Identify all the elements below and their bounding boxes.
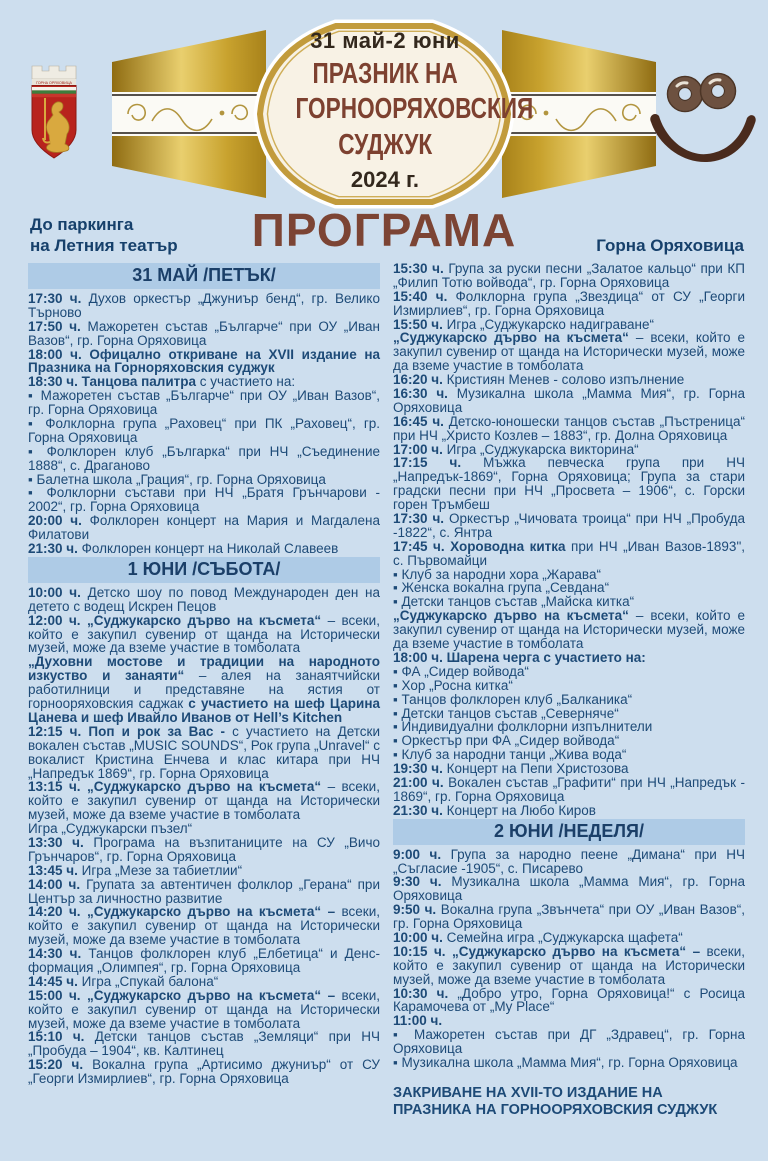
entry-text: – всеки, който е закупил сувенир от щанда на Исторически музей, може да вземе участие в томболата xyxy=(393,330,745,374)
program-entry xyxy=(393,581,745,595)
entry-text: Детски танцов състав „Земляци“ при НЧ „Пробуда – 1904“, кв. Калтинец xyxy=(28,1029,380,1059)
program-entry xyxy=(393,290,745,318)
program-entry xyxy=(393,331,745,373)
program-entry xyxy=(28,947,380,975)
entry-emphasis: с участието на шеф Царина Цанева и шеф Ивайло Иванов от Hell’s Kitchen xyxy=(28,696,380,725)
program-entry xyxy=(393,945,745,987)
program-entry xyxy=(28,614,380,656)
entry-emphasis: 16:20 ч. xyxy=(393,372,447,388)
entry-emphasis: 12:15 ч. Поп и рок за Вас - xyxy=(28,723,233,739)
entry-emphasis: 17:45 ч. Хороводна китка xyxy=(393,538,572,554)
entry-text: ▪ Фолклорен клуб „Българка“ при НЧ „Съединение 1888“, с. Драганово xyxy=(28,443,380,473)
right-column xyxy=(393,262,745,1118)
badge-text xyxy=(262,28,534,193)
program-entry xyxy=(393,762,745,776)
entry-emphasis: 9:00 ч. xyxy=(393,846,451,862)
entry-emphasis: 10:30 ч. xyxy=(393,985,458,1001)
sudzhuk-smiley-icon xyxy=(645,66,760,198)
program-entry xyxy=(393,318,745,332)
program-entry xyxy=(28,348,380,376)
entry-text: Вокална група „Артисимо джуниър“ от СУ „Георги Измирлиев“, гр. Горна Оряховица xyxy=(28,1057,381,1087)
venue-note-line2: на Летния театър xyxy=(30,236,178,256)
festival-year: 2024 г. xyxy=(350,167,420,193)
program-entry xyxy=(393,720,745,734)
entry-emphasis: 21:00 ч. xyxy=(393,774,449,790)
program-entry xyxy=(393,679,745,693)
entry-text: Детско шоу по повод Международен ден на детето с водещ Искрен Пецов xyxy=(28,584,380,614)
program-entry xyxy=(28,542,380,556)
program-entry xyxy=(28,486,380,514)
entry-emphasis: 21:30 ч. xyxy=(28,541,82,557)
program-title: ПРОГРАМА xyxy=(251,204,517,256)
entry-emphasis: 17:00 ч. xyxy=(393,441,447,457)
program-entry xyxy=(28,822,380,836)
program-columns xyxy=(28,262,745,1118)
entry-emphasis: 10:15 ч. „Суджукарско дърво на късмета“ – xyxy=(393,943,707,959)
program-entry xyxy=(393,387,745,415)
entry-text: Игра „Спукай балона“ xyxy=(81,973,219,989)
program-entry xyxy=(393,540,745,568)
program-entry xyxy=(28,655,380,724)
entry-emphasis: 10:00 ч. xyxy=(28,584,88,600)
entry-emphasis: 16:45 ч. xyxy=(393,413,449,429)
program-entry xyxy=(393,875,745,903)
entry-text: всеки, който е закупил сувенир от щанда на Исторически музей, може да вземе участие в томболата xyxy=(393,943,745,987)
entry-text: ▪ Детски танцов състав „Майска китка“ xyxy=(393,594,635,610)
program-entry xyxy=(393,748,745,762)
entry-emphasis: 13:15 ч. „Суджукарско дърво на късмета“ xyxy=(28,779,328,795)
entry-emphasis: ЗАКРИВАНЕ НА XVII-ТО ИЗДАНИЕ НА ПРАЗНИКА НА ГОРНООРЯХОВСКИЯ СУДЖУК xyxy=(393,1084,718,1118)
entry-text: Групата за автентичен фолклор „Герана“ при Център за личностно развитие xyxy=(28,876,380,906)
entry-emphasis: 18:00 ч. Шарена черга с участието на: xyxy=(393,649,646,665)
entry-text: ▪ ФА „Сидер войвода“ xyxy=(393,663,529,679)
program-entry xyxy=(393,262,745,290)
program-entry xyxy=(28,975,380,989)
entry-text: Игра „Суджукарски пъзел“ xyxy=(28,821,193,837)
entry-emphasis: „Духовни мостове и традиции на народното изкуство и занаяти“ xyxy=(28,654,380,684)
gorna-oryahovitsa-coat-of-arms-icon xyxy=(28,60,80,162)
program-entry xyxy=(393,443,745,457)
program-entry xyxy=(393,651,745,665)
entry-emphasis: 19:30 ч. xyxy=(393,761,447,777)
entry-text: – всеки, който е закупил сувенир от щанда на Исторически музей, може да вземе участие в томболата xyxy=(393,608,745,652)
entry-emphasis: 10:00 ч. xyxy=(393,929,447,945)
festival-title-line3: СУДЖУК xyxy=(338,128,432,161)
entry-text: ▪ Индивидуални фолклорни изпълнители xyxy=(393,719,653,735)
program-entry xyxy=(393,1028,745,1056)
entry-text: Духов оркестър „Джуниър бенд“, гр. Велико Търново xyxy=(28,291,380,320)
entry-emphasis: 21:30 ч. xyxy=(393,802,447,818)
program-entry xyxy=(28,375,380,389)
entry-emphasis: 14:45 ч. xyxy=(28,973,82,989)
entry-emphasis: 14:20 ч. „Суджукарско дърво на късмета“ – xyxy=(28,904,342,920)
program-entry xyxy=(393,512,745,540)
entry-text: Вокална група „Звънчета“ при ОУ „Иван Вазов“, гр. Горна Оряховица xyxy=(393,902,745,932)
program-entry xyxy=(393,707,745,721)
entry-text: Оркестър „Чичовата троица“ при НЧ „Пробуда -1822“, с. Янтра xyxy=(393,511,746,540)
program-entry xyxy=(393,609,745,651)
festival-title-line2: ГОРНООРЯХОВСКИЯ xyxy=(295,93,534,126)
entry-emphasis: 9:30 ч. xyxy=(393,874,452,890)
program-entry xyxy=(28,725,380,781)
entry-text: Игра „Суджукарско надиграване“ xyxy=(446,316,654,332)
entry-text: „Добро утро, Горна Оряховица!“ с Росица Карамочева от „My Place“ xyxy=(393,985,745,1015)
entry-text: Музикална школа „Мамма Мия“, гр. Горна Оряховица xyxy=(393,874,745,904)
program-entry xyxy=(28,320,380,348)
entry-text: ▪ Танцов фолклорен клуб „Балканика“ xyxy=(393,691,633,707)
entry-emphasis: 15:40 ч. xyxy=(393,288,456,304)
festival-title xyxy=(262,57,534,163)
program-entry xyxy=(393,456,745,512)
entry-text: Вокален състав „Графити“ при НЧ „Напредък - 1869“, гр. Горна Оряховица xyxy=(393,774,745,804)
program-entry xyxy=(393,1056,745,1070)
entry-text: Фолклорен концерт на Мария и Магдалена Филатови xyxy=(28,513,380,543)
entry-emphasis: 13:30 ч. xyxy=(28,834,94,850)
entry-emphasis: 12:00 ч. „Суджукарско дърво на късмета“ xyxy=(28,612,328,628)
section-header: 31 МАЙ /ПЕТЪК/ xyxy=(28,263,380,289)
program-entry xyxy=(393,595,745,609)
entry-text: ▪ Клуб за народни хора „Жарава“ xyxy=(393,566,601,582)
smiley-eye-right xyxy=(701,74,736,109)
program-entry xyxy=(28,389,380,417)
program-entry xyxy=(393,373,745,387)
smiley-mouth xyxy=(650,114,755,162)
entry-text: Игра „Мезе за табиетлии“ xyxy=(81,862,243,878)
entry-text: Мъжка певческа група при НЧ „Напредък-1869“, Горна Оряховица; Група за стари градски песни при НЧ „Просвета – 1906“, с. Горски горен Тръмбеш xyxy=(393,455,745,513)
entry-text: всеки, който е закупил сувенир от щанда на Исторически музей, може да вземе участие в томболата xyxy=(28,987,380,1031)
entry-emphasis: 14:00 ч. xyxy=(28,876,87,892)
program-entry xyxy=(393,931,745,945)
entry-emphasis: 14:30 ч. xyxy=(28,946,89,962)
program-entry xyxy=(28,989,380,1031)
entry-text: Фолклорна група „Звездица“ от СУ „Георги Измирлиев“, гр. Горна Оряховица xyxy=(393,288,745,318)
entry-text: Фолклорен концерт на Николай Славеев xyxy=(81,541,339,557)
closing-statement xyxy=(393,1085,745,1118)
program-entry xyxy=(393,776,745,804)
entry-text: ▪ Фолклорна група „Раховец“ при ПК „Раховец“, гр. Горна Оряховица xyxy=(28,416,380,445)
entry-emphasis: 18:00 ч. Офицално откриване на XVII издание на Празника на Горноряховския суджук xyxy=(28,346,380,376)
entry-text: Танцов фолклорен клуб „Елбетица“ и Денс-формация „Олимпея“, гр. Горна Оряховица xyxy=(28,946,380,975)
entry-text: ▪ Мажоретен състав при ДГ „Здравец“, гр. Горна Оряховица xyxy=(393,1027,745,1057)
program-entry xyxy=(28,417,380,445)
entry-emphasis: 15:00 ч. „Суджукарско дърво на късмета“ – xyxy=(28,987,342,1003)
entry-text: Група за руски песни „Залатое кальцо“ при КП „Филип Тотю войвода“, гр. Горна Оряховица xyxy=(393,261,745,290)
entry-emphasis: 17:50 ч. xyxy=(28,318,88,334)
entry-text: Група за народно пеене „Димана“ при НЧ „Съгласие -1905“, с. Писарево xyxy=(393,846,745,876)
entry-text: ▪ Фолклорни състави при НЧ „Братя Грънчарови - 2002“, гр. Горна Оряховица xyxy=(28,485,380,515)
entry-text: Семейна игра „Суджукарска щафета“ xyxy=(446,929,683,945)
program-entry xyxy=(28,780,380,822)
entry-emphasis: „Суджукарско дърво на късмета“ xyxy=(393,330,636,346)
entry-text: ▪ Женска вокална група „Севдана“ xyxy=(393,580,610,596)
program-entry xyxy=(28,1058,380,1086)
entry-text: с участието на Детски вокален състав „MUSIC SOUNDS“, Рок група „Unravel“ с вокалист Кристина Енчева и клас китара при НЧ „Напредък 1869“, гр. Горна Оряховица xyxy=(28,723,381,781)
section-header: 2 ЮНИ /НЕДЕЛЯ/ xyxy=(393,819,745,845)
entry-text: Музикална школа „Мамма Мия“, гр. Горна Оряховица xyxy=(393,386,745,415)
section-header: 1 ЮНИ /СЪБОТА/ xyxy=(28,557,380,583)
entry-text: Кристиян Менев - солово изпълнение xyxy=(446,372,685,388)
program-entry xyxy=(28,586,380,614)
entry-text: при НЧ „Иван Вазов-1893", с. Първомайци xyxy=(393,538,745,568)
entry-emphasis: 17:30 ч. xyxy=(28,291,89,306)
program-entry xyxy=(28,905,380,947)
entry-text: Концерт на Пепи Христозова xyxy=(446,761,629,777)
entry-text: – алея на занаятчийски работилници и представяне на ястия от горнооряховския саджак xyxy=(28,668,380,712)
program-entry xyxy=(28,864,380,878)
program-entry xyxy=(393,848,745,876)
entry-emphasis: 13:45 ч. xyxy=(28,862,82,878)
program-entry xyxy=(393,734,745,748)
entry-emphasis: 20:00 ч. xyxy=(28,513,90,529)
entry-emphasis: 18:30 ч. Танцова палитра xyxy=(28,374,200,390)
entry-text: ▪ Хор „Росна китка“ xyxy=(393,677,513,693)
entry-text: Мажоретен състав „Българче“ при ОУ „Иван Вазов“, гр. Горна Оряховица xyxy=(28,318,380,348)
program-entry xyxy=(393,987,745,1015)
program-entry xyxy=(393,1014,745,1028)
entry-emphasis: 15:20 ч. xyxy=(28,1057,93,1073)
program-entry xyxy=(393,665,745,679)
program-entry xyxy=(28,514,380,542)
entry-emphasis: 16:30 ч. xyxy=(393,386,457,402)
program-entry xyxy=(393,903,745,931)
entry-emphasis: 15:10 ч. xyxy=(28,1029,95,1045)
entry-emphasis: 11:00 ч. xyxy=(393,1013,443,1029)
entry-text: ▪ Мажоретен състав „Българче“ при ОУ „Иван Вазов“, гр. Горна Оряховица xyxy=(28,388,380,418)
city-name: Горна Оряховица xyxy=(596,236,744,255)
emblem-label: ГОРНА ОРЯХОВИЦА xyxy=(36,81,72,85)
entry-emphasis: „Суджукарско дърво на късмета“ xyxy=(393,608,636,624)
program-entry xyxy=(28,878,380,906)
program-entry xyxy=(393,568,745,582)
program-entry xyxy=(393,415,745,443)
entry-emphasis: 17:30 ч. xyxy=(393,511,450,527)
entry-emphasis: 9:50 ч. xyxy=(393,902,441,918)
entry-text: с участието на: xyxy=(199,374,296,390)
entry-text: Концерт на Любо Киров xyxy=(446,802,596,818)
festival-title-line1: ПРАЗНИК НА xyxy=(312,58,458,90)
venue-note-line1: До паркинга xyxy=(30,215,134,234)
program-entry xyxy=(28,445,380,473)
festival-dates: 31 май-2 юни xyxy=(310,28,460,53)
entry-emphasis: 17:15 ч. xyxy=(393,455,484,471)
program-entry xyxy=(28,836,380,864)
smiley-eye-left xyxy=(668,77,703,112)
program-entry xyxy=(28,1030,380,1058)
entry-text: ▪ Балетна школа „Грация“, гр. Горна Оряховица xyxy=(28,471,326,487)
entry-emphasis: 15:50 ч. xyxy=(393,316,447,332)
entry-text: – всеки, който е закупил сувенир от щанда на Исторически музей, може да вземе участие в томболата xyxy=(28,612,380,656)
program-entry xyxy=(28,473,380,487)
entry-text: ▪ Оркестър при ФА „Сидер войвода“ xyxy=(393,733,620,749)
program-entry xyxy=(393,693,745,707)
entry-text: всеки, който е закупил сувенир от щанда на Исторически музей, може да вземе участие в томболата xyxy=(28,904,380,948)
entry-text: Детско-юношески танцов състав „Пъстреница“ при НЧ „Христо Козлев – 1883“, гр. Долна Оряховица xyxy=(393,413,745,443)
program-entry xyxy=(393,804,745,818)
entry-text: ▪ Детски танцов състав „Северняче“ xyxy=(393,705,619,721)
entry-text: ▪ Клуб за народни танци „Жива вода“ xyxy=(393,747,627,763)
entry-emphasis: 15:30 ч. xyxy=(393,261,449,276)
entry-text: Игра „Суджукарска викторина“ xyxy=(446,441,639,457)
entry-text: – всеки, който е закупил сувенир от щанда на Исторически музей, може да вземе участие в томболата xyxy=(28,779,380,823)
entry-text: ▪ Музикална школа „Мамма Мия“, гр. Горна Оряховица xyxy=(393,1054,738,1070)
entry-text: Програма на възпитаниците на СУ „Вичо Грънчаров“, гр. Горна Оряховица xyxy=(28,834,380,864)
left-column xyxy=(28,262,380,1118)
program-entry xyxy=(28,292,380,320)
